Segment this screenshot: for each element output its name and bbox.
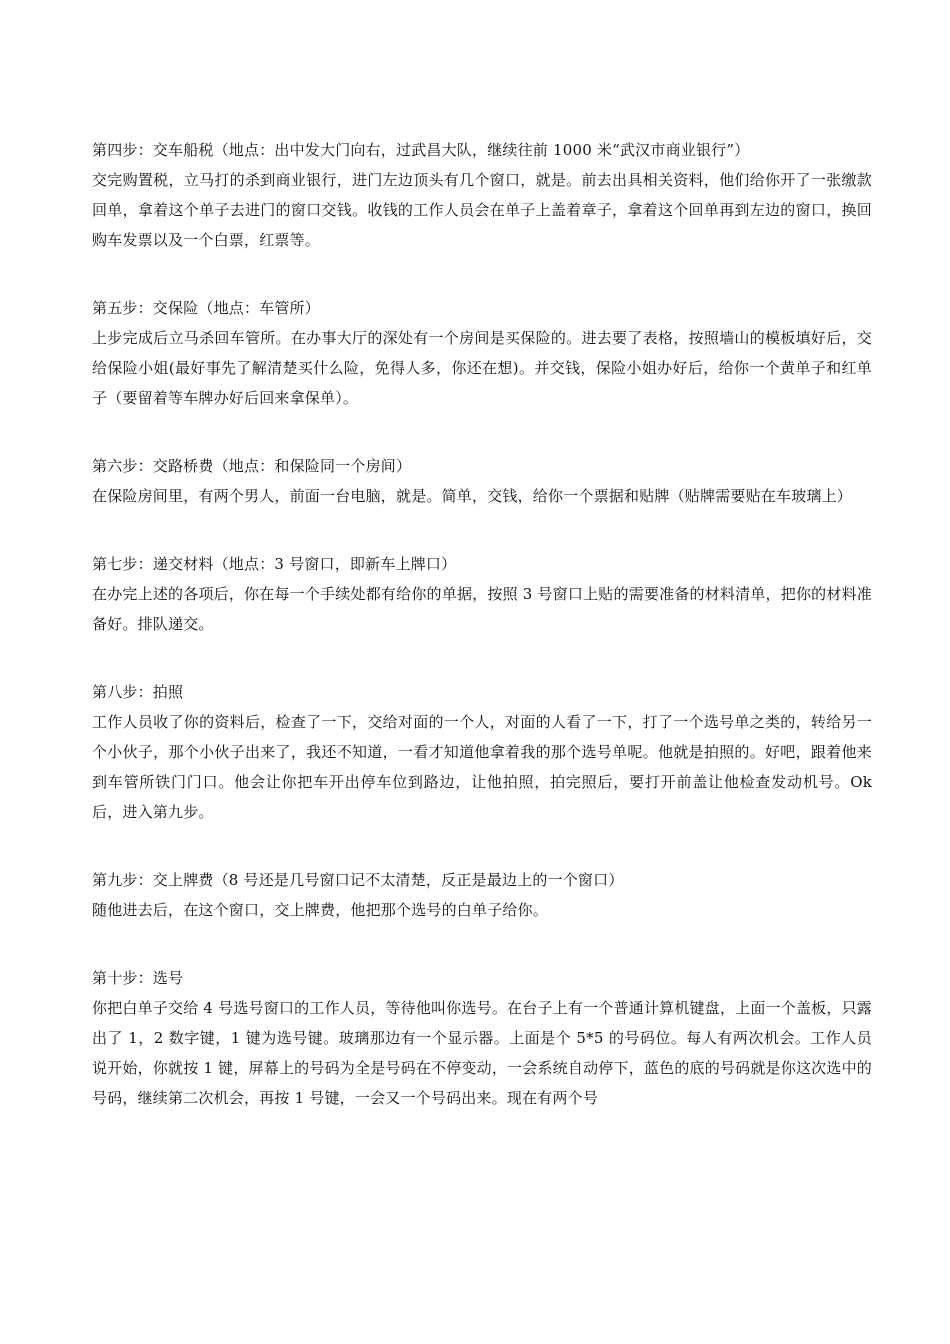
step-4-heading: 第四步：交车船税（地点：出中发大门向右，过武昌大队，继续往前 1000 米“武汉市商业银行”） — [92, 141, 750, 159]
step-10-body: 你把白单子交给 4 号选号窗口的工作人员，等待他叫你选号。在台子上有一个普通计算机键盘，上面一个盖板，只露出了 1，2 数字键，1 键为选号键。玻璃那边有一个显示器。上面是个 5*5 的号码位。每人有两次机会。工作人员说开始，你就按 1 键，屏幕上的号码为全是号码在不停变动，一会系统自动停下，蓝色的底的号码就是你这次选中的号码，继续第二次机会，再按 1 号键，一会又一个号码出来。现在有两个号 — [92, 999, 872, 1107]
step-9-heading: 第九步：交上牌费（8 号还是几号窗口记不太清楚，反正是最边上的一个窗口） — [92, 871, 624, 889]
step-8-body: 工作人员收了你的资料后，检查了一下，交给对面的一个人，对面的人看了一下，打了一个选号单之类的，转给另一个小伙子，那个小伙子出来了，我还不知道，一看才知道他拿着我的那个选号单呢。他就是拍照的。好吧，跟着他来到车管所铁门门口。他会让你把车开出停车位到路边，让他拍照，拍完照后，要打开前盖让他检查发动机号。Ok 后，进入第九步。 — [92, 713, 872, 821]
step-10-section — [92, 963, 872, 1113]
step-8-section — [92, 677, 872, 827]
step-4-section — [92, 135, 872, 255]
step-7-section — [92, 549, 872, 639]
step-10-heading: 第十步：选号 — [92, 969, 184, 987]
step-7-heading: 第七步：递交材料（地点：3 号窗口，即新车上牌口） — [92, 555, 457, 573]
step-7-body: 在办完上述的各项后，你在每一个手续处都有给你的单据，按照 3 号窗口上贴的需要准备的材料清单，把你的材料准备好。排队递交。 — [92, 585, 872, 633]
step-4-body: 交完购置税，立马打的杀到商业银行，进门左边顶头有几个窗口，就是。前去出具相关资料，他们给你开了一张缴款回单，拿着这个单子去进门的窗口交钱。收钱的工作人员会在单子上盖着章子，拿着这个回单再到左边的窗口，换回购车发票以及一个白票，红票等。 — [92, 171, 872, 249]
step-6-heading: 第六步：交路桥费（地点：和保险同一个房间） — [92, 457, 412, 475]
step-6-section — [92, 451, 872, 511]
step-9-section — [92, 865, 872, 925]
step-8-heading: 第八步：拍照 — [92, 683, 184, 701]
step-6-body: 在保险房间里，有两个男人，前面一台电脑，就是。简单，交钱，给你一个票据和贴牌（贴牌需要贴在车玻璃上） — [92, 487, 853, 505]
document-page — [92, 135, 872, 1151]
step-5-heading: 第五步：交保险（地点：车管所） — [92, 299, 321, 317]
step-9-body: 随他进去后，在这个窗口，交上牌费，他把那个选号的白单子给你。 — [92, 901, 549, 919]
step-5-body: 上步完成后立马杀回车管所。在办事大厅的深处有一个房间是买保险的。进去要了表格，按照墙山的模板填好后，交给保险小姐(最好事先了解清楚买什么险，免得人多，你还在想)。并交钱，保险小姐办好后，给你一个黄单子和红单子（要留着等车牌办好后回来拿保单）。 — [92, 329, 872, 407]
step-5-section — [92, 293, 872, 413]
